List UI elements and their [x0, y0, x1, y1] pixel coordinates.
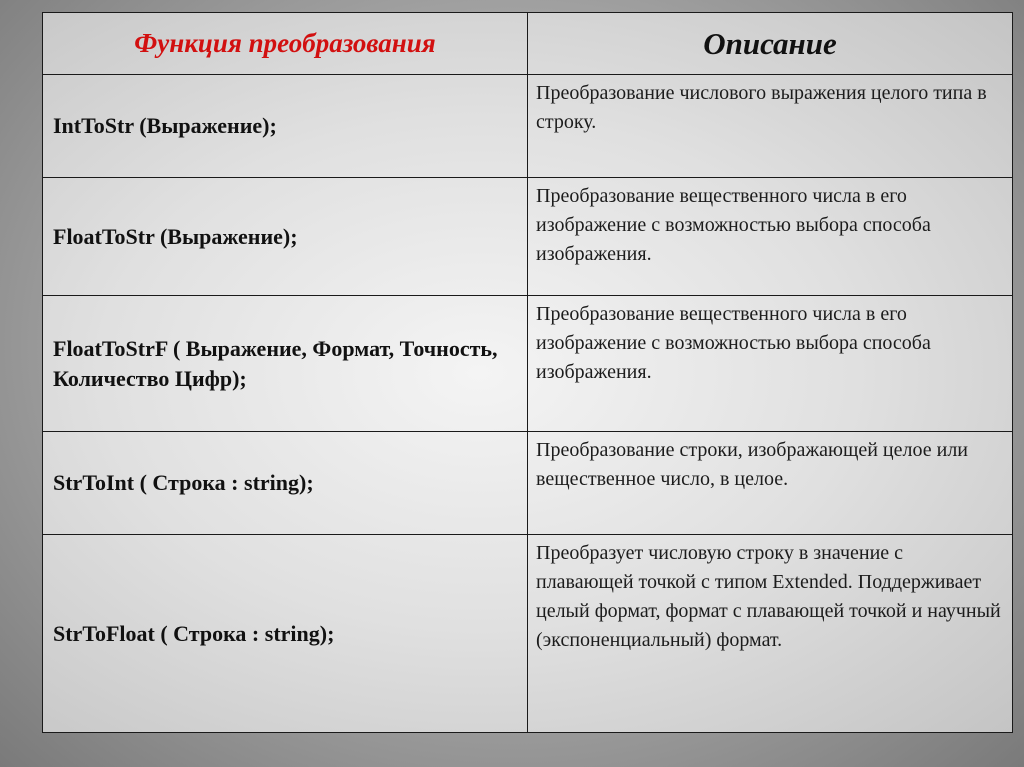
- description-cell: Преобразование числового выражения целого типа в строку.: [528, 75, 1013, 178]
- function-cell: FloatToStrF ( Выражение, Формат, Точность, Количество Цифр);: [43, 296, 528, 432]
- header-function: Функция преобразования: [43, 13, 528, 75]
- description-cell: Преобразование строки, изображающей целое или вещественное число, в целое.: [528, 432, 1013, 535]
- header-description: Описание: [528, 13, 1013, 75]
- table-row: [43, 535, 1013, 733]
- function-cell: StrToFloat ( Строка : string);: [43, 535, 528, 733]
- table-row: [43, 75, 1013, 178]
- table-row: [43, 432, 1013, 535]
- conversion-functions-table: [42, 12, 1013, 733]
- table-row: [43, 296, 1013, 432]
- description-cell: Преобразует числовую строку в значение с плавающей точкой с типом Extended. Поддерживает целый формат, формат с плавающей точкой и научный (экспоненциальный) формат.: [528, 535, 1013, 733]
- description-cell: Преобразование вещественного числа в его изображение с возможностью выбора способа изображения.: [528, 296, 1013, 432]
- table-row: [43, 178, 1013, 296]
- description-cell: Преобразование вещественного числа в его изображение с возможностью выбора способа изображения.: [528, 178, 1013, 296]
- function-cell: IntToStr (Выражение);: [43, 75, 528, 178]
- table-header-row: [43, 13, 1013, 75]
- function-cell: FloatToStr (Выражение);: [43, 178, 528, 296]
- function-cell: StrToInt ( Строка : string);: [43, 432, 528, 535]
